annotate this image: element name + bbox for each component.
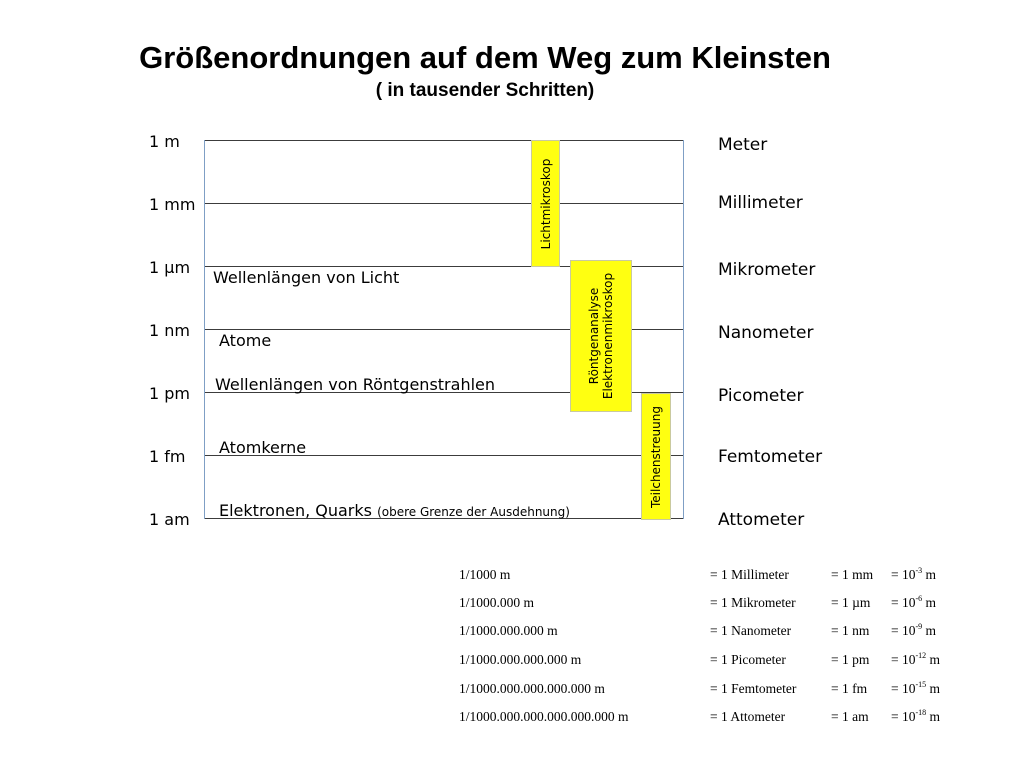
- conversion-name: = 1 Picometer: [710, 652, 786, 667]
- right-label-nanometer: Nanometer: [718, 323, 814, 343]
- scale-line-m: [205, 140, 683, 141]
- label-wellenlaengen-roentgen: Wellenlängen von Röntgenstrahlen: [215, 375, 496, 394]
- power-base: = 10: [891, 595, 916, 610]
- lichtmikroskop-box: [531, 140, 560, 267]
- left-label-um: 1 µm: [149, 258, 191, 277]
- conversion-power: [891, 709, 940, 725]
- left-label-nm: 1 nm: [149, 321, 190, 340]
- power-base: = 10: [891, 623, 916, 638]
- scale-line-mm: [205, 203, 683, 204]
- label-elektronen-quarks: [219, 501, 570, 520]
- power-base: = 10: [891, 652, 916, 667]
- power-unit: m: [929, 709, 941, 724]
- conversion-name: = 1 Femtometer: [710, 681, 797, 696]
- conversion-fraction: 1/1000 m: [459, 567, 511, 582]
- left-label-mm: 1 mm: [149, 195, 196, 214]
- page-subtitle: ( in tausender Schritten): [375, 80, 595, 101]
- power-exponent: -15: [915, 680, 927, 689]
- roentgenanalyse-label: Röntgenanalyse: [587, 287, 601, 385]
- conversion-power: [891, 623, 936, 639]
- conversion-power: [891, 595, 936, 611]
- conversion-power: [891, 567, 936, 583]
- teilchenstreuung-label: Teilchenstreuung: [649, 405, 663, 508]
- label-atomkerne: Atomkerne: [219, 438, 307, 457]
- left-label-fm: 1 fm: [149, 447, 186, 466]
- conversion-abbr: = 1 mm: [831, 567, 874, 582]
- right-label-picometer: Picometer: [718, 386, 804, 406]
- teilchenstreuung-box: [641, 393, 671, 520]
- conversion-abbr: = 1 nm: [831, 623, 870, 638]
- conversion-abbr: = 1 fm: [831, 681, 868, 696]
- power-exponent: -9: [915, 622, 923, 631]
- left-label-m: 1 m: [149, 132, 180, 151]
- conversion-name: = 1 Attometer: [710, 709, 786, 724]
- conversion-fraction: 1/1000.000.000.000.000 m: [459, 681, 605, 696]
- conversion-abbr: = 1 pm: [831, 652, 870, 667]
- conversion-power: [891, 681, 940, 697]
- power-exponent: -3: [915, 566, 923, 575]
- label-wellenlaengen-licht: Wellenlängen von Licht: [213, 268, 400, 287]
- right-label-millimeter: Millimeter: [718, 193, 803, 213]
- right-label-attometer: Attometer: [718, 510, 805, 530]
- conversion-fraction: 1/1000.000 m: [459, 595, 535, 610]
- conversion-abbr: = 1 am: [831, 709, 869, 724]
- conversion-name: = 1 Mikrometer: [710, 595, 796, 610]
- conversion-fraction: 1/1000.000.000 m: [459, 623, 558, 638]
- conversion-abbr: = 1 µm: [831, 595, 871, 610]
- left-label-am: 1 am: [149, 510, 190, 529]
- roentgen-elektronen-box: [570, 260, 632, 412]
- label-elektronen-main: Elektronen, Quarks: [219, 501, 372, 520]
- power-base: = 10: [891, 567, 916, 582]
- power-unit: m: [925, 623, 937, 638]
- label-atome: Atome: [219, 331, 272, 350]
- label-elektronen-note: (obere Grenze der Ausdehnung): [377, 505, 570, 519]
- scale-right-border: [683, 140, 684, 519]
- roentgen-elektronen-label: [587, 273, 615, 399]
- power-base: = 10: [891, 709, 916, 724]
- right-label-mikrometer: Mikrometer: [718, 260, 816, 280]
- power-exponent: -18: [915, 708, 927, 717]
- elektronenmikroskop-label: Elektronenmikroskop: [601, 272, 615, 400]
- conversion-name: = 1 Nanometer: [710, 623, 792, 638]
- conversion-power: [891, 652, 940, 668]
- right-label-femtometer: Femtometer: [718, 447, 823, 467]
- power-unit: m: [925, 595, 937, 610]
- power-exponent: -12: [915, 651, 927, 660]
- right-label-meter: Meter: [718, 135, 768, 155]
- page-title: Größenordnungen auf dem Weg zum Kleinsten: [139, 40, 831, 75]
- conversion-fraction: 1/1000.000.000.000.000.000 m: [459, 709, 629, 724]
- power-unit: m: [929, 681, 941, 696]
- conversion-name: = 1 Millimeter: [710, 567, 789, 582]
- power-unit: m: [925, 567, 937, 582]
- lichtmikroskop-label: Lichtmikroskop: [538, 158, 553, 249]
- power-base: = 10: [891, 681, 916, 696]
- conversion-fraction: 1/1000.000.000.000 m: [459, 652, 582, 667]
- power-exponent: -6: [915, 594, 923, 603]
- power-unit: m: [929, 652, 941, 667]
- left-label-pm: 1 pm: [149, 384, 191, 403]
